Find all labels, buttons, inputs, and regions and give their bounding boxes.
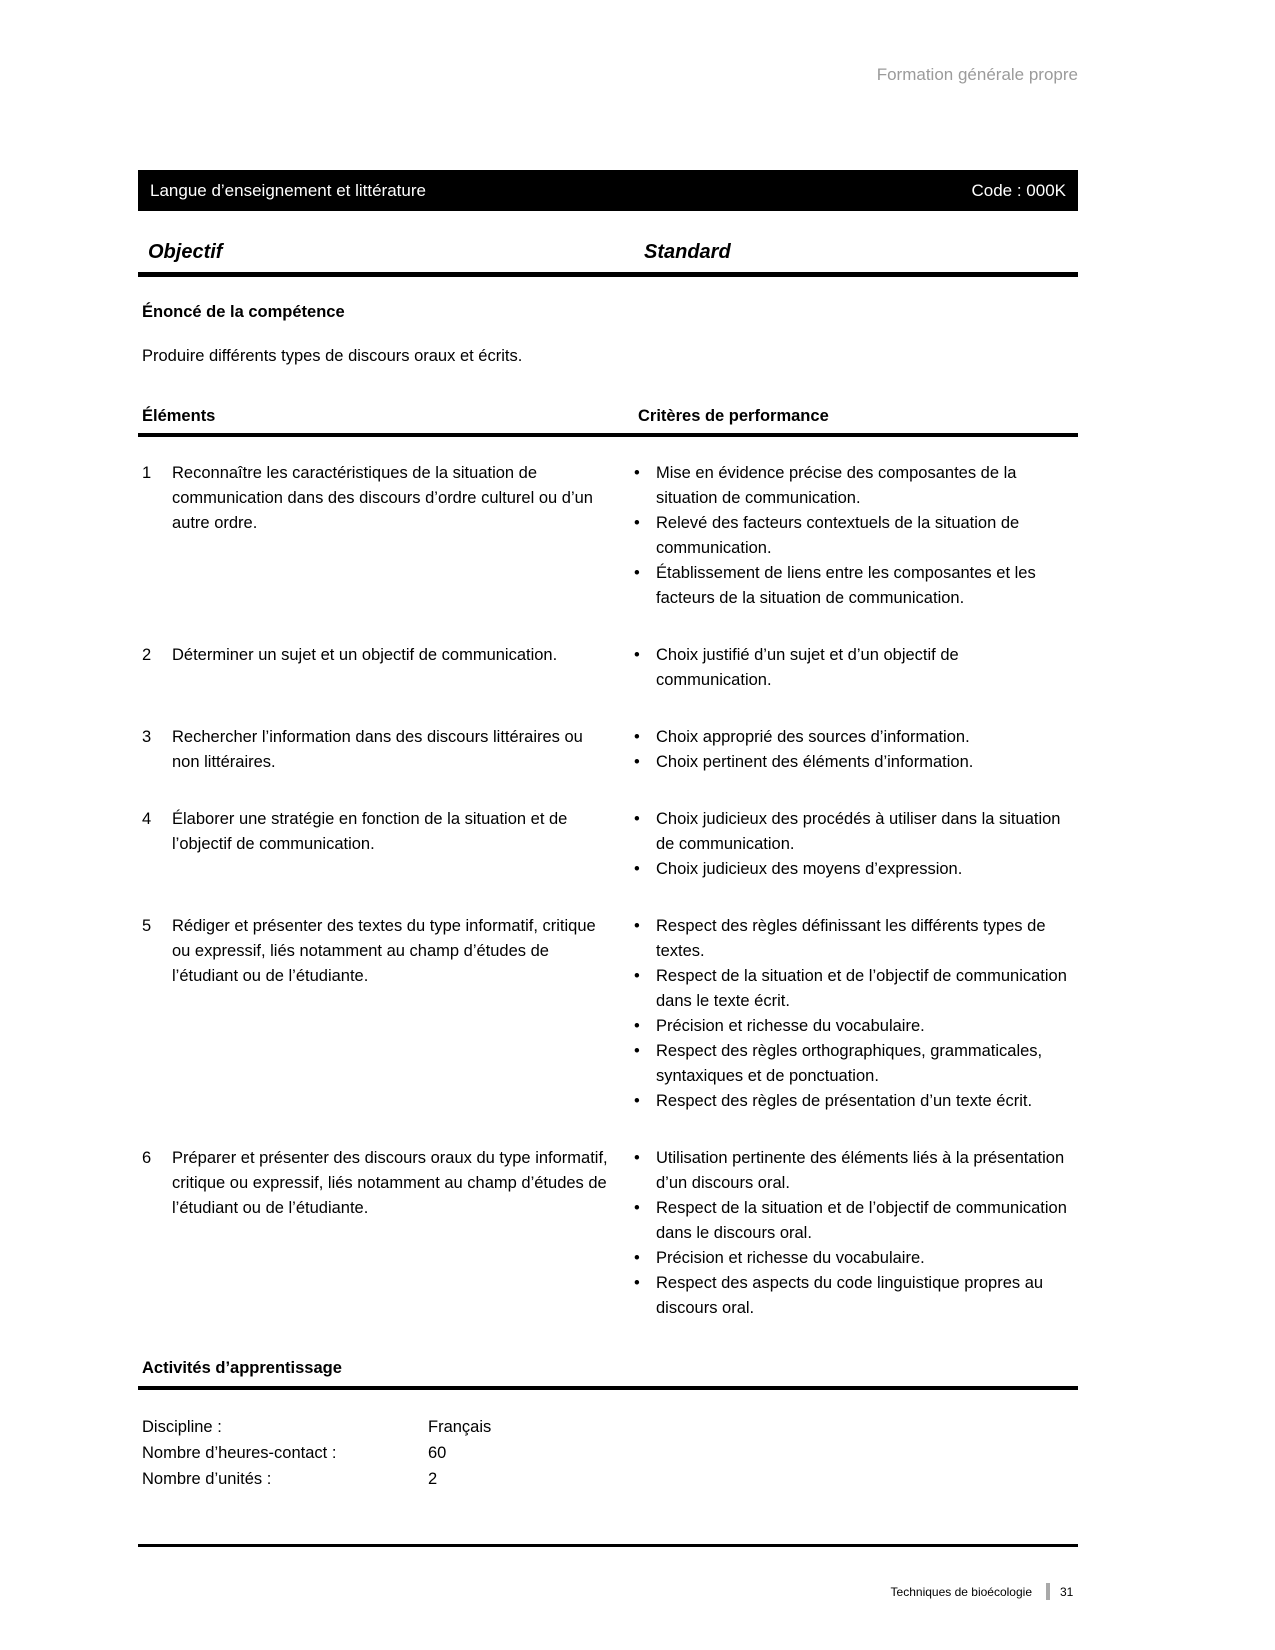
field-label: Nombre d’unités : — [142, 1470, 272, 1488]
criterion-text: Choix approprié des sources d’information. — [656, 728, 970, 746]
criterion — [634, 1146, 1078, 1196]
element-number: 2 — [142, 646, 152, 664]
objectif-standard-header — [138, 241, 1078, 277]
element-text: Reconnaître les caractéristiques de la situation de communication dans des discours d’ordre culturel ou d’un autre ordre. — [172, 464, 593, 532]
table-row — [138, 461, 1078, 611]
element-text: Élaborer une stratégie en fonction de la situation et de l’objectif de communication. — [172, 810, 568, 853]
bullet-icon — [634, 561, 656, 586]
bullet-icon — [634, 807, 656, 832]
element-cell — [138, 725, 610, 775]
objectif-header: Objectif — [148, 241, 223, 263]
competence-statement: Produire différents types de discours oraux et écrits. — [142, 347, 523, 365]
element-cell — [138, 914, 610, 1114]
element-number: 6 — [142, 1149, 152, 1167]
activities-heading: Activités d’apprentissage — [138, 1359, 1078, 1390]
criterion-text: Utilisation pertinente des éléments liés à la présentation d’un discours oral. — [656, 1149, 1065, 1192]
banner-title: Langue d’enseignement et littérature — [150, 180, 426, 200]
table-row — [138, 807, 1078, 882]
table-column-headers — [138, 407, 1078, 437]
criterion — [634, 643, 1078, 693]
table-row — [138, 643, 1078, 693]
bullet-icon — [634, 964, 656, 989]
footer-page-number: 31 — [1060, 1584, 1074, 1599]
criterion-text: Choix judicieux des procédés à utiliser dans la situation de communication. — [656, 810, 1061, 853]
element-text: Déterminer un sujet et un objectif de communication. — [172, 646, 558, 664]
footer-program: Techniques de bioécologie — [890, 1584, 1032, 1599]
bullet-icon — [634, 643, 656, 668]
criterion-text: Choix judicieux des moyens d’expression. — [656, 860, 963, 878]
criteria-cell — [634, 807, 1078, 882]
field-value: 60 — [428, 1444, 447, 1462]
field-label: Discipline : — [142, 1418, 222, 1436]
criterion — [634, 725, 1078, 750]
criteria-header: Critères de performance — [638, 407, 829, 425]
page-footer — [138, 1583, 1078, 1600]
criterion — [634, 1196, 1078, 1246]
bullet-icon — [634, 1089, 656, 1114]
table-row — [138, 725, 1078, 775]
title-banner — [138, 170, 1078, 211]
criteria-cell — [634, 643, 1078, 693]
element-number: 4 — [142, 810, 152, 828]
criterion — [634, 750, 1078, 775]
element-number: 3 — [142, 728, 152, 746]
criterion-text: Respect des règles orthographiques, grammaticales, syntaxiques et de ponctuation. — [656, 1042, 1043, 1085]
criterion-text: Respect des aspects du code linguistique propres au discours oral. — [656, 1274, 1044, 1317]
criterion — [634, 461, 1078, 511]
criterion-text: Relevé des facteurs contextuels de la situation de communication. — [656, 514, 1020, 557]
criteria-cell — [634, 1146, 1078, 1321]
criterion — [634, 1089, 1078, 1114]
bullet-icon — [634, 1271, 656, 1296]
criterion-text: Établissement de liens entre les composantes et les facteurs de la situation de communication. — [656, 564, 1036, 607]
element-text: Rédiger et présenter des textes du type informatif, critique ou expressif, liés notamment au champ d’études de l’étudiant ou de l’étudiante. — [172, 917, 596, 985]
criterion — [634, 964, 1078, 1014]
bullet-icon — [634, 511, 656, 536]
criterion-text: Respect des règles de présentation d’un texte écrit. — [656, 1092, 1033, 1110]
bullet-icon — [634, 914, 656, 939]
bullet-icon — [634, 750, 656, 775]
element-cell — [138, 1146, 610, 1321]
criteria-cell — [634, 914, 1078, 1114]
element-cell — [138, 643, 610, 693]
criterion — [634, 561, 1078, 611]
banner-code: Code : 000K — [971, 180, 1066, 200]
criterion-text: Respect de la situation et de l’objectif de communication dans le texte écrit. — [656, 967, 1067, 1010]
criterion — [634, 1014, 1078, 1039]
criterion — [634, 807, 1078, 857]
bullet-icon — [634, 725, 656, 750]
elements-header: Éléments — [142, 407, 216, 425]
criterion — [634, 1039, 1078, 1089]
criterion — [634, 857, 1078, 882]
criterion — [634, 511, 1078, 561]
bullet-icon — [634, 1039, 656, 1064]
bullet-icon — [634, 1246, 656, 1271]
criterion-text: Précision et richesse du vocabulaire. — [656, 1017, 925, 1035]
criteria-cell — [634, 461, 1078, 611]
bullet-icon — [634, 1146, 656, 1171]
bullet-icon — [634, 857, 656, 882]
table-row — [138, 914, 1078, 1114]
field-value: Français — [428, 1418, 492, 1436]
table-row — [138, 1146, 1078, 1321]
activities-fields — [138, 1414, 1078, 1492]
element-text: Préparer et présenter des discours oraux du type informatif, critique ou expressif, liés notamment au champ d’études de l’étudiant ou de l’étudiante. — [172, 1149, 608, 1217]
bullet-icon — [634, 1196, 656, 1221]
field-value: 2 — [428, 1470, 438, 1488]
criterion-text: Respect des règles définissant les différents types de textes. — [656, 917, 1046, 960]
element-number: 1 — [142, 464, 152, 482]
element-cell — [138, 461, 610, 611]
criteria-cell — [634, 725, 1078, 775]
running-head: Formation générale propre — [876, 65, 1078, 84]
criterion-text: Respect de la situation et de l’objectif de communication dans le discours oral. — [656, 1199, 1067, 1242]
elements-criteria-table — [138, 461, 1078, 1321]
criterion — [634, 914, 1078, 964]
element-number: 5 — [142, 917, 152, 935]
bullet-icon — [634, 461, 656, 486]
criterion-text: Mise en évidence précise des composantes de la situation de communication. — [656, 464, 1017, 507]
criterion-text: Choix justifié d’un sujet et d’un objectif de communication. — [656, 646, 959, 689]
competence-heading: Énoncé de la compétence — [142, 303, 345, 321]
criterion — [634, 1271, 1078, 1321]
bullet-icon — [634, 1014, 656, 1039]
criterion-text: Choix pertinent des éléments d’information. — [656, 753, 974, 771]
element-cell — [138, 807, 610, 882]
criterion-text: Précision et richesse du vocabulaire. — [656, 1249, 925, 1267]
element-text: Rechercher l’information dans des discours littéraires ou non littéraires. — [172, 728, 583, 771]
field-label: Nombre d’heures-contact : — [142, 1444, 337, 1462]
standard-header: Standard — [644, 241, 731, 263]
criterion — [634, 1246, 1078, 1271]
footer-divider — [1046, 1583, 1050, 1600]
bottom-rule — [138, 1544, 1078, 1547]
